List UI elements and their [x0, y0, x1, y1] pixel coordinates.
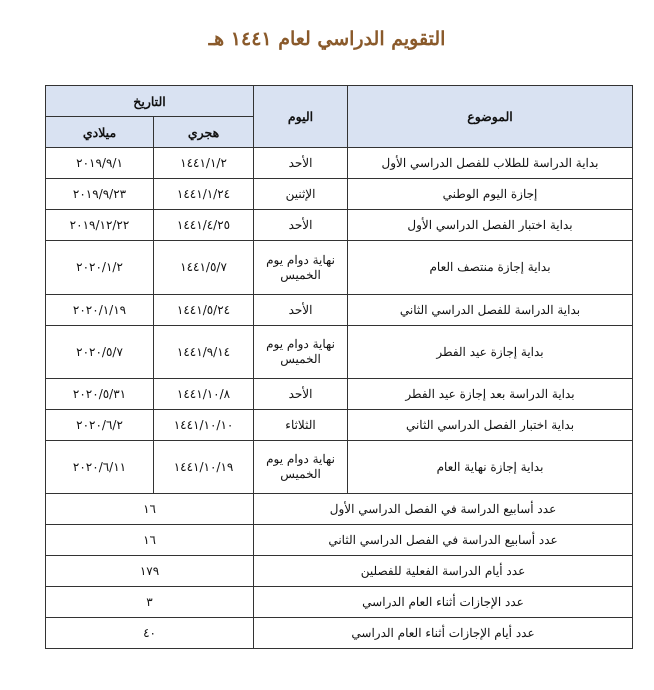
- event-gregorian-date: ٢٠٢٠/٥/٣١: [46, 379, 154, 410]
- event-subject: بداية الدراسة للفصل الدراسي الثاني: [348, 295, 633, 326]
- summary-label: عدد أيام الإجازات أثناء العام الدراسي: [254, 618, 633, 649]
- event-subject: إجازة اليوم الوطني: [348, 179, 633, 210]
- event-hijri-date: ١٤٤١/١/٢: [154, 148, 254, 179]
- event-hijri-date: ١٤٤١/٤/٢٥: [154, 210, 254, 241]
- event-subject: بداية إجازة عيد الفطر: [348, 326, 633, 379]
- header-gregorian: ميلادي: [46, 117, 154, 148]
- event-hijri-date: ١٤٤١/٥/٧: [154, 241, 254, 295]
- event-day: الأحد: [254, 379, 348, 410]
- event-hijri-date: ١٤٤١/١/٢٤: [154, 179, 254, 210]
- event-gregorian-date: ٢٠٢٠/٦/٢: [46, 410, 154, 441]
- event-subject: بداية اختبار الفصل الدراسي الأول: [348, 210, 633, 241]
- summary-value: ٣: [46, 587, 254, 618]
- table-row: [46, 379, 633, 410]
- event-gregorian-date: ٢٠٢٠/١/١٩: [46, 295, 154, 326]
- summary-label: عدد الإجازات أثناء العام الدراسي: [254, 587, 633, 618]
- summary-row: [46, 556, 633, 587]
- summary-label: عدد أيام الدراسة الفعلية للفصلين: [254, 556, 633, 587]
- table-row: [46, 210, 633, 241]
- event-gregorian-date: ٢٠٢٠/٦/١١: [46, 441, 154, 494]
- summary-value: ١٧٩: [46, 556, 254, 587]
- table-row: [46, 410, 633, 441]
- summary-label: عدد أسابيع الدراسة في الفصل الدراسي الثاني: [254, 525, 633, 556]
- event-hijri-date: ١٤٤١/٩/١٤: [154, 326, 254, 379]
- event-day: نهاية دوام يوم الخميس: [254, 326, 348, 379]
- table-row: [46, 326, 633, 379]
- event-gregorian-date: ٢٠١٩/١٢/٢٢: [46, 210, 154, 241]
- event-day: الأحد: [254, 210, 348, 241]
- event-day: الأحد: [254, 148, 348, 179]
- event-day: الإثنين: [254, 179, 348, 210]
- event-subject: بداية اختبار الفصل الدراسي الثاني: [348, 410, 633, 441]
- table-row: [46, 241, 633, 295]
- summary-value: ٤٠: [46, 618, 254, 649]
- summary-row: [46, 618, 633, 649]
- event-hijri-date: ١٤٤١/١٠/٨: [154, 379, 254, 410]
- event-gregorian-date: ٢٠٢٠/١/٢: [46, 241, 154, 295]
- header-day: اليوم: [254, 86, 348, 148]
- calendar-table: [45, 85, 633, 649]
- header-subject: الموضوع: [348, 86, 633, 148]
- summary-row: [46, 525, 633, 556]
- header-date: التاريخ: [46, 86, 254, 117]
- event-gregorian-date: ٢٠٢٠/٥/٧: [46, 326, 154, 379]
- event-gregorian-date: ٢٠١٩/٩/٢٣: [46, 179, 154, 210]
- event-hijri-date: ١٤٤١/١٠/١٩: [154, 441, 254, 494]
- summary-row: [46, 587, 633, 618]
- event-gregorian-date: ٢٠١٩/٩/١: [46, 148, 154, 179]
- event-subject: بداية الدراسة بعد إجازة عيد الفطر: [348, 379, 633, 410]
- event-subject: بداية إجازة منتصف العام: [348, 241, 633, 295]
- table-row: [46, 179, 633, 210]
- summary-label: عدد أسابيع الدراسة في الفصل الدراسي الأول: [254, 494, 633, 525]
- header-row: [46, 86, 633, 117]
- event-day: الثلاثاء: [254, 410, 348, 441]
- event-hijri-date: ١٤٤١/٥/٢٤: [154, 295, 254, 326]
- table-row: [46, 295, 633, 326]
- summary-row: [46, 494, 633, 525]
- event-subject: بداية الدراسة للطلاب للفصل الدراسي الأول: [348, 148, 633, 179]
- event-hijri-date: ١٤٤١/١٠/١٠: [154, 410, 254, 441]
- event-day: الأحد: [254, 295, 348, 326]
- page-title: التقويم الدراسي لعام ١٤٤١ هـ: [208, 28, 446, 50]
- table-row: [46, 441, 633, 494]
- table-row: [46, 148, 633, 179]
- event-day: نهاية دوام يوم الخميس: [254, 441, 348, 494]
- summary-value: ١٦: [46, 525, 254, 556]
- event-day: نهاية دوام يوم الخميس: [254, 241, 348, 295]
- summary-value: ١٦: [46, 494, 254, 525]
- header-hijri: هجري: [154, 117, 254, 148]
- event-subject: بداية إجازة نهاية العام: [348, 441, 633, 494]
